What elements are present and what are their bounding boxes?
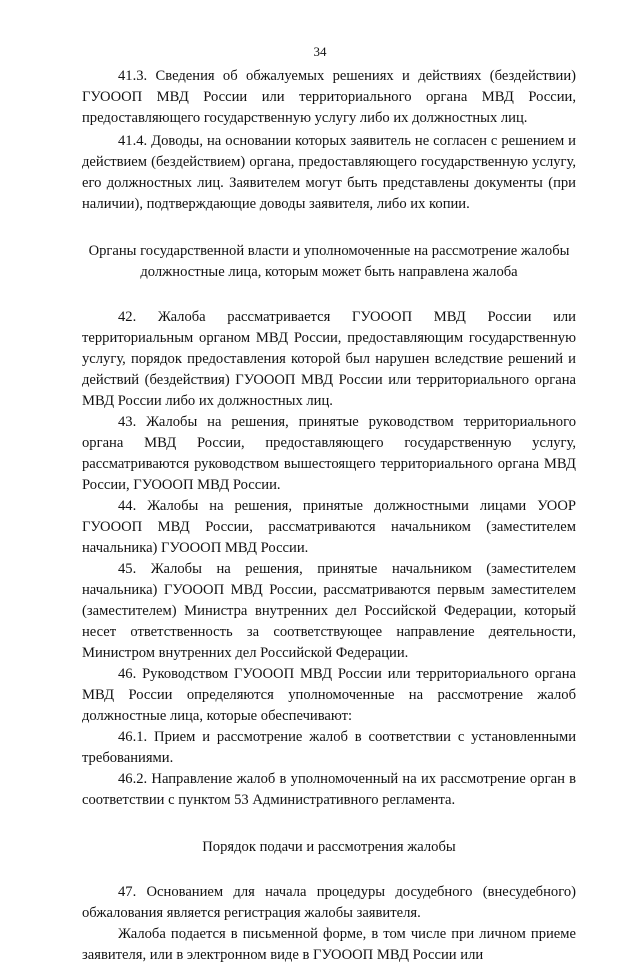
- page-number: 34: [313, 44, 327, 59]
- document-body: [82, 66, 576, 966]
- paragraph-46: 46. Руководством ГУОООП МВД России или территориального органа МВД России определяются уполномоченные на рассмотрение жалоб должностные лица, которые обеспечивают:: [82, 666, 576, 724]
- section-heading-authorities: Органы государственной власти и уполномоченные на рассмотрение жалобы должностные лица, которым может быть направлена жалоба: [88, 243, 570, 280]
- section-heading-procedure: Порядок подачи и рассмотрения жалобы: [202, 839, 456, 855]
- paragraph-47: 47. Основанием для начала процедуры досудебного (внесудебного) обжалования является регистрация жалобы заявителя.: [82, 884, 576, 921]
- paragraph-41-4: 41.4. Доводы, на основании которых заявитель не согласен с решением и действием (бездействием) органа, предоставляющего государственную услугу, его должностных лиц. Заявителем могут быть представлены документы (при наличии), подтверждающие доводы заявителя, либо их копии.: [82, 133, 576, 212]
- paragraph-42: 42. Жалоба рассматривается ГУОООП МВД России или территориальным органом МВД России, предоставляющим государственную услугу, порядок предоставления которой был нарушен вследствие решений и действий (бездействия) ГУОООП МВД России или территориального органа МВД России либо их должностных лиц.: [82, 309, 576, 409]
- paragraph-complaint-form: Жалоба подается в письменной форме, в том числе при личном приеме заявителя, или в электронном виде в ГУОООП МВД России или: [82, 926, 576, 963]
- paragraph-43: 43. Жалобы на решения, принятые руководством территориального органа МВД России, предоставляющего государственную услугу, рассматриваются руководством вышестоящего территориального органа МВД России, ГУОООП МВД России.: [82, 414, 576, 493]
- paragraph-46-1: 46.1. Прием и рассмотрение жалоб в соответствии с установленными требованиями.: [82, 729, 576, 766]
- paragraph-45: 45. Жалобы на решения, принятые начальником (заместителем начальника) ГУОООП МВД России, рассматриваются первым заместителем (заместителем) Министра внутренних дел Российской Федерации, который несет ответственность за соответствующее направление деятельности, Министром внутренних дел Российской Федерации.: [82, 561, 576, 661]
- paragraph-44: 44. Жалобы на решения, принятые должностными лицами УООР ГУОООП МВД России, рассматриваются начальником (заместителем начальника) ГУОООП МВД России.: [82, 498, 576, 556]
- paragraph-46-2: 46.2. Направление жалоб в уполномоченный на их рассмотрение орган в соответствии с пунктом 53 Административного регламента.: [82, 771, 576, 808]
- paragraph-41-3: 41.3. Сведения об обжалуемых решениях и действиях (бездействии) ГУОООП МВД России или территориального органа МВД России, предоставляющего государственную услугу либо их должностных лиц.: [82, 68, 576, 126]
